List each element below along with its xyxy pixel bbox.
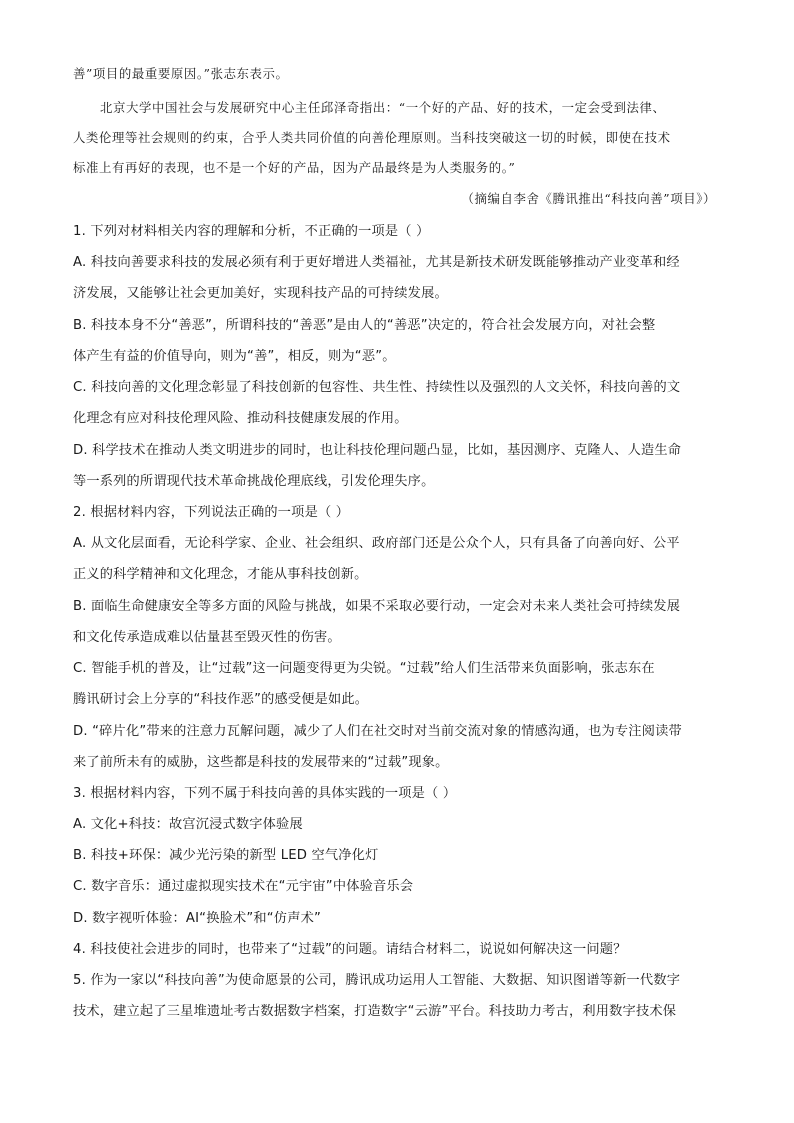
excerpt-paragraph-line: 标准上有再好的表现，也不是一个好的产品，因为产品最终是为人类服务的。”: [73, 160, 516, 175]
question-2-option-a-cont: 正义的科学精神和文化理念，才能从事科技创新。: [73, 567, 368, 582]
question-1-option-c: C. 科技向善的文化理念彰显了科技创新的包容性、共生性、持续性以及强烈的人文关怀，科技向善的文: [73, 380, 681, 395]
question-2-option-b-cont: 和文化传承造成难以估量甚至毁灭性的伤害。: [73, 630, 341, 645]
question-3-option-c: C. 数字音乐：通过虚拟现实技术在“元宇宙”中体验音乐会: [73, 879, 414, 894]
question-1-option-d-cont: 等一系列的所谓现代技术革命挑战伦理底线，引发伦理失序。: [73, 474, 435, 489]
excerpt-closing-line: 善”项目的最重要原因。”张志东表示。: [73, 66, 289, 81]
question-3-stem: 3. 根据材料内容，下列不属于科技向善的具体实践的一项是（ ）: [73, 786, 457, 801]
excerpt-paragraph-line: 人类伦理等社会规则的约束，合乎人类共同价值的向善伦理原则。当科技突破这一切的时候，即使在技术: [73, 130, 671, 145]
question-2-option-c-cont: 腾讯研讨会上分享的“科技作恶”的感受便是如此。: [73, 692, 369, 707]
excerpt-source: （摘编自李舍《腾讯推出“科技向善”项目》）: [461, 191, 716, 206]
question-1-option-d: D. 科学技术在推动人类文明进步的同时，也让科技伦理问题凸显，比如，基因测序、克隆人、人造生命: [73, 443, 682, 458]
question-3-option-a: A. 文化+科技：故宫沉浸式数字体验展: [73, 817, 303, 832]
question-3-option-b: B. 科技+环保：减少光污染的新型 LED 空气净化灯: [73, 848, 379, 863]
question-2-option-a: A. 从文化层面看，无论科学家、企业、社会组织、政府部门还是公众个人，只有具备了向善向好、公平: [73, 536, 680, 551]
question-2-stem: 2. 根据材料内容，下列说法正确的一项是（ ）: [73, 505, 350, 520]
question-5-stem: 5. 作为一家以“科技向善”为使命愿景的公司，腾讯成功运用人工智能、大数据、知识图谱等新一代数字: [73, 973, 681, 988]
question-1-option-a-cont: 济发展，又能够让社会更加美好，实现科技产品的可持续发展。: [73, 286, 448, 301]
question-1-option-b: B. 科技本身不分“善恶”，所谓科技的“善恶”是由人的“善恶”决定的，符合社会发展方向，对社会整: [73, 318, 656, 333]
question-1-stem: 1. 下列对材料相关内容的理解和分析，不正确的一项是（ ）: [73, 224, 430, 239]
question-1-option-a: A. 科技向善要求科技的发展必须有利于更好增进人类福祉，尤其是新技术研发既能够推动产业变革和经: [73, 255, 680, 270]
question-2-option-d: D. “碎片化”带来的注意力瓦解问题，减少了人们在社交时对当前交流对象的情感沟通，也为专注阅读带: [73, 724, 682, 739]
question-4-stem: 4. 科技使社会进步的同时，也带来了“过载”的问题。请结合材料二，说说如何解决这一问题？: [73, 942, 627, 957]
question-1-option-b-cont: 体产生有益的价值导向，则为“善”，相反，则为“恶”。: [73, 349, 396, 364]
question-2-option-b: B. 面临生命健康安全等多方面的风险与挑战，如果不采取必要行动，一定会对未来人类社会可持续发展: [73, 599, 681, 614]
question-1-option-c-cont: 化理念有应对科技伦理风险、推动科技健康发展的作用。: [73, 411, 408, 426]
question-2-option-c: C. 智能手机的普及，让“过载”这一问题变得更为尖锐。“过载”给人们生活带来负面影响，张志东在: [73, 661, 655, 676]
question-5-stem-cont: 技术，建立起了三星堆遗址考古数据数字档案，打造数字“云游”平台。科技助力考古，利用数字技术保: [73, 1004, 677, 1019]
question-2-option-d-cont: 来了前所未有的威胁，这些都是科技的发展带来的“过载”现象。: [73, 755, 449, 770]
excerpt-paragraph-line: 北京大学中国社会与发展研究中心主任邱泽奇指出：“一个好的产品、好的技术，一定会受到法律、: [100, 100, 666, 115]
question-3-option-d: D. 数字视听体验：AI“换脸术”和“仿声术”: [73, 911, 322, 926]
